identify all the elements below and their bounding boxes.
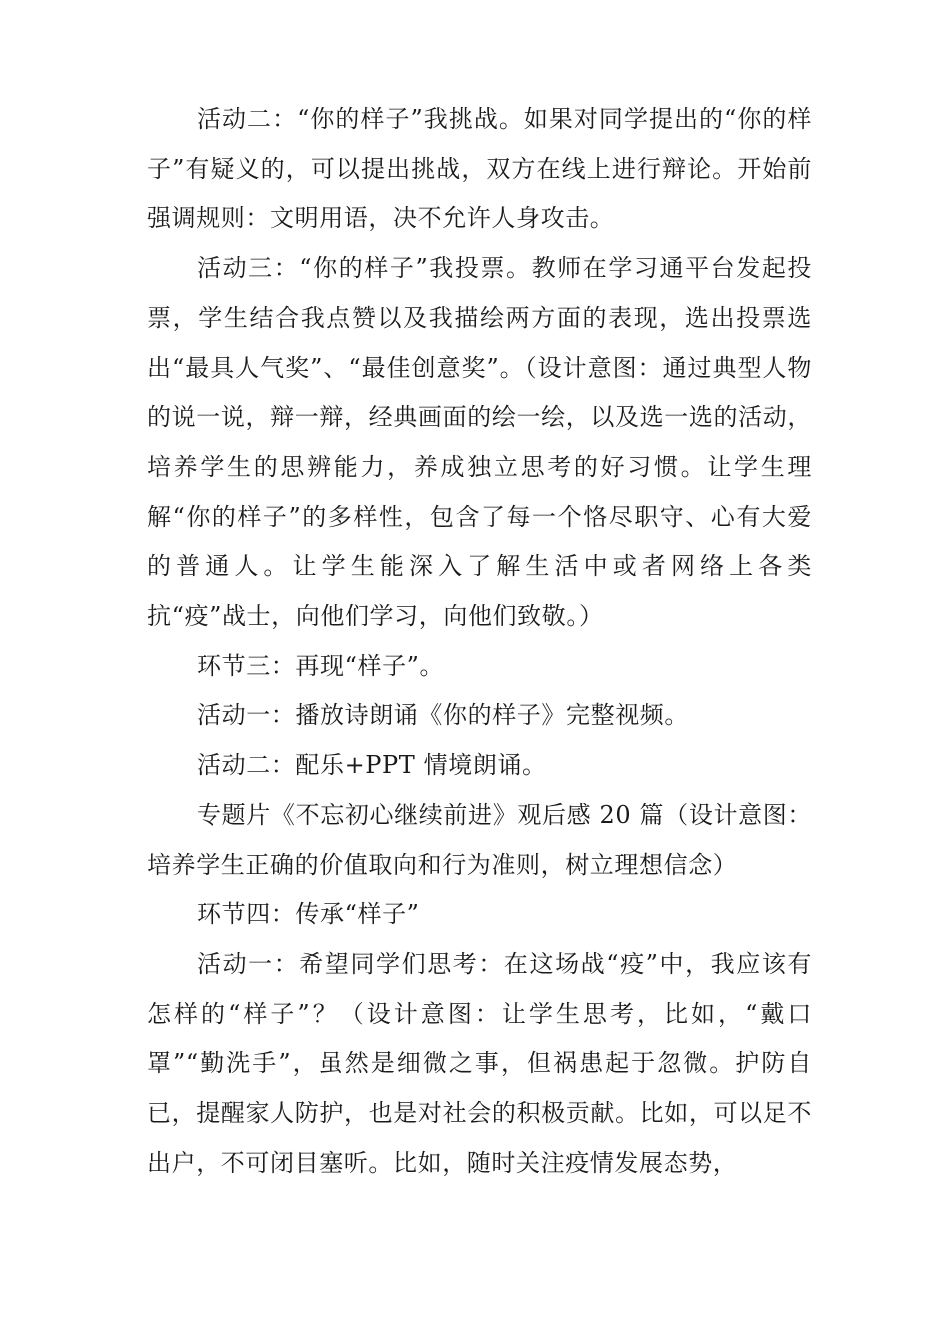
paragraph-section-three-activity-two: 活动二：配乐+PPT 情境朗诵。	[197, 751, 547, 780]
document-body	[147, 95, 812, 1188]
paragraph-section-four-activity-one: 活动一：希望同学们思考：在这场战“疫”中，我应该有怎样的“样子”？（设计意图：让学生思考，比如，“戴口罩”“勤洗手”，虽然是细微之事，但祸患起于忽微。护防自已，提醒家人防护，也是对社会的积极贡献。比如，可以足不出户，不可闭目塞听。比如，随时关注疫情发展态势，	[147, 949, 812, 1177]
paragraph-feature-film: 专题片《不忘初心继续前进》观后感 20 篇（设计意图：培养学生正确的价值取向和行为准则，树立理想信念）	[147, 800, 812, 879]
paragraph-section-four: 环节四：传承“样子”	[197, 900, 420, 929]
paragraph-activity-two: 活动二：“你的样子”我挑战。如果对同学提出的“你的样子”有疑义的，可以提出挑战，双方在线上进行辩论。开始前强调规则：文明用语，决不允许人身攻击。	[147, 105, 812, 233]
paragraph-activity-three: 活动三：“你的样子”我投票。教师在学习通平台发起投票，学生结合我点赞以及我描绘两方面的表现，选出投票选出“最具人气奖”、“最佳创意奖”。（设计意图：通过典型人物的说一说，辩一辩，经典画面的绘一绘，以及选一选的活动，培养学生的思辨能力，养成独立思考的好习惯。让学生理解“你的样子”的多样性，包含了每一个恪尽职守、心有大爱的普通人。让学生能深入了解生活中或者网络上各类抗“疫”战士，向他们学习，向他们致敬。）	[147, 254, 812, 631]
paragraph-section-three-activity-one: 活动一：播放诗朗诵《你的样子》完整视频。	[197, 701, 689, 730]
paragraph-section-three: 环节三：再现“样子”。	[197, 651, 445, 680]
